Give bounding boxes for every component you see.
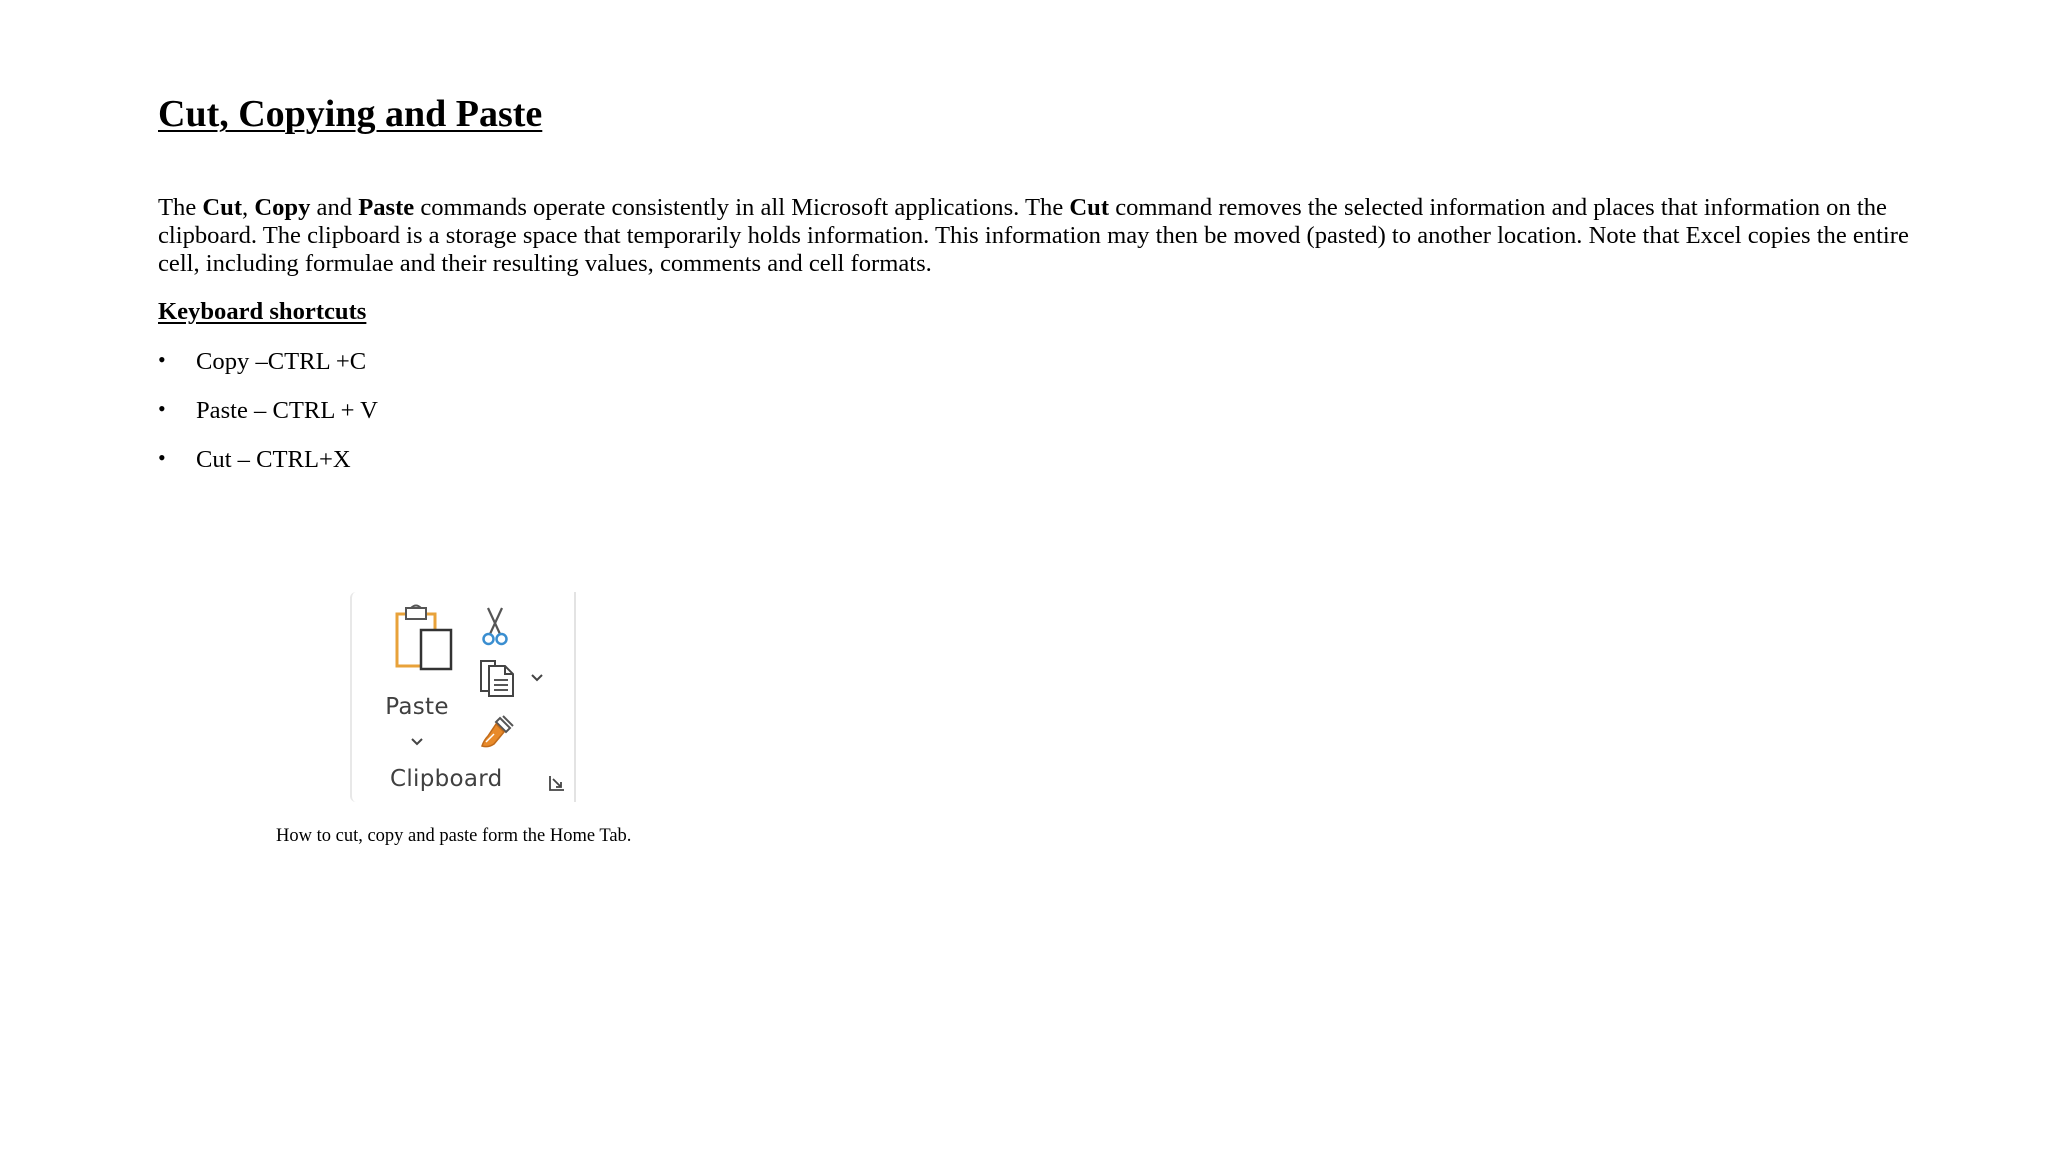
- bullet-icon: •: [158, 396, 166, 421]
- scissors-icon[interactable]: [480, 606, 510, 650]
- intro-text-1: The: [158, 194, 203, 221]
- paste-button[interactable]: [374, 604, 460, 744]
- intro-bold-cut: Cut: [202, 194, 243, 221]
- keyboard-shortcuts-heading: Keyboard shortcuts: [158, 298, 367, 325]
- paste-clipboard-icon: [394, 604, 454, 676]
- chevron-down-icon[interactable]: [530, 668, 544, 687]
- intro-bold-copy: Copy: [254, 194, 311, 221]
- dialog-launcher-icon[interactable]: [548, 774, 566, 796]
- copy-icon[interactable]: [478, 658, 518, 702]
- intro-bold-cut-2: Cut: [1069, 194, 1110, 221]
- intro-text-3: and: [310, 194, 359, 221]
- shortcut-copy: Copy –CTRL +C: [196, 348, 367, 375]
- shortcut-paste: Paste – CTRL + V: [196, 397, 378, 424]
- intro-text-4: commands operate consistently in all Microsoft applications. The: [414, 194, 1070, 221]
- page-title: Cut, Copying and Paste: [158, 93, 543, 135]
- figure-caption: How to cut, copy and paste form the Home Tab.: [276, 826, 632, 846]
- bullet-icon: •: [158, 445, 166, 470]
- shortcut-cut: Cut – CTRL+X: [196, 446, 351, 473]
- intro-text-2: ,: [242, 194, 255, 221]
- clipboard-group-label: Clipboard: [390, 766, 503, 792]
- clipboard-ribbon-group: [350, 592, 576, 802]
- paste-label: Paste: [385, 694, 449, 720]
- bullet-icon: •: [158, 347, 166, 372]
- intro-paragraph: [158, 194, 1914, 278]
- chevron-down-icon[interactable]: [410, 732, 424, 751]
- intro-text-5: command removes the selected information and places that information on the clipboard. The clipboard is a storage space that temporarily holds information. This information may then be moved (pasted) to another location. Note that Excel copies the entire cell, including formulae and their resulting values, comments and cell formats.: [158, 194, 1909, 277]
- intro-bold-paste: Paste: [358, 194, 415, 221]
- format-painter-icon[interactable]: [480, 714, 516, 754]
